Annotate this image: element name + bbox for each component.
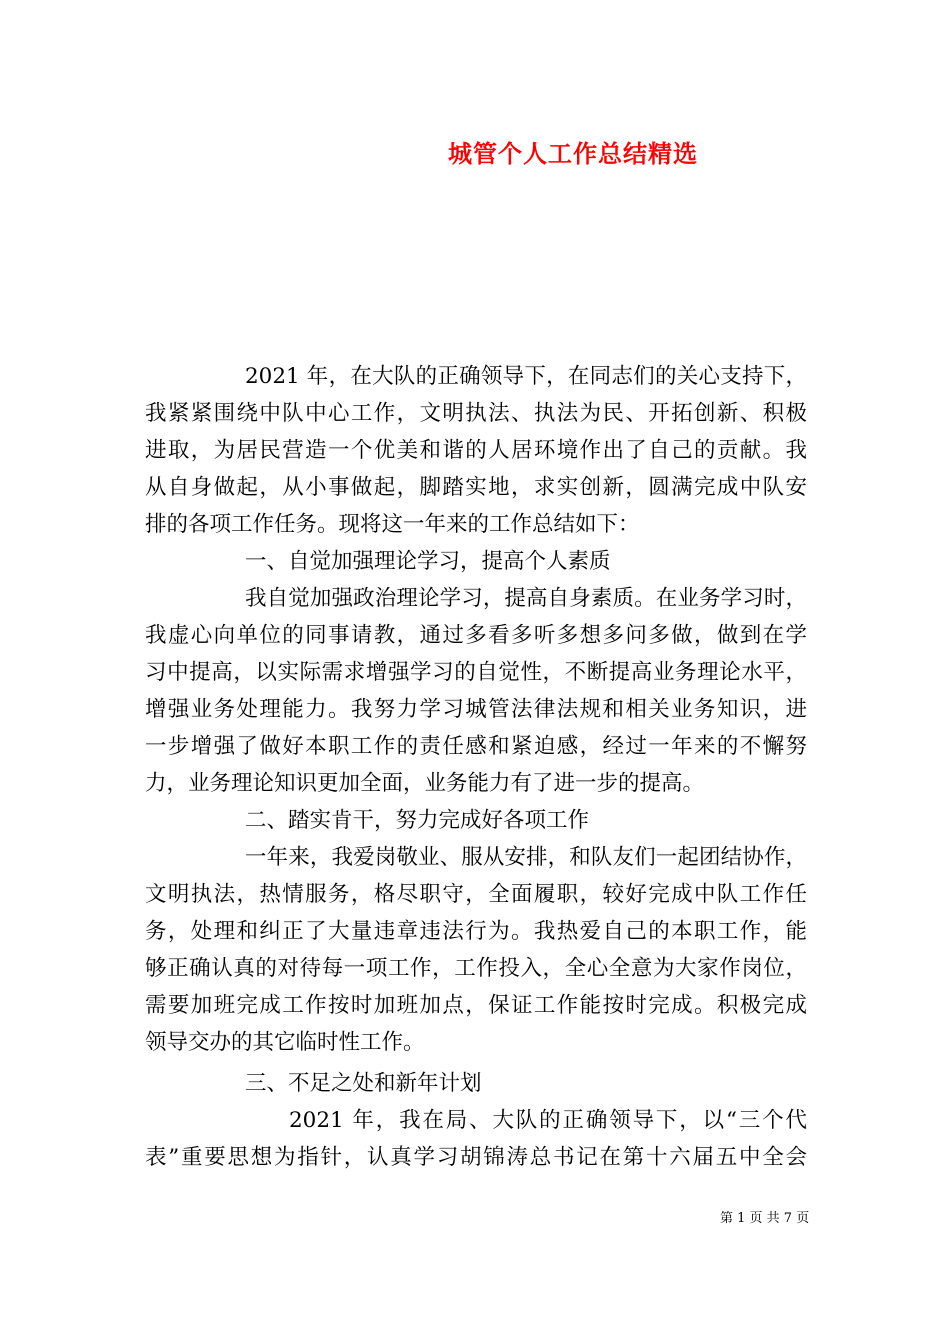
text-line: 一年来，我爱岗敬业、服从安排，和队友们一起团结协作， (245, 845, 807, 870)
text-line: 需要加班完成工作按时加班加点，保证工作能按时完成。积极完成 (145, 993, 807, 1018)
text-line: 一步增强了做好本职工作的责任感和紧迫感，经过一年来的不懈努 (145, 734, 807, 759)
text-line: 我自觉加强政治理论学习，提高自身素质。在业务学习时， (245, 586, 807, 611)
text-line: 我紧紧围绕中队中心工作，文明执法、执法为民、开拓创新、积极 (145, 401, 807, 426)
text-line: 务，处理和纠正了大量违章违法行为。我热爱自己的本职工作，能 (145, 919, 807, 944)
text-line: 够正确认真的对待每一项工作，工作投入，全心全意为大家作岗位， (145, 956, 807, 981)
document-body (145, 358, 807, 1176)
paragraph-plan (145, 1102, 807, 1176)
text-line: 领导交办的其它临时性工作。 (145, 1030, 425, 1055)
text-line: 力，业务理论知识更加全面，业务能力有了进一步的提高。 (145, 771, 705, 796)
text-line: 2021 年，我在局、大队的正确领导下，以“三个代 (289, 1108, 807, 1133)
section-heading-3: 三、不足之处和新年计划 (245, 1071, 482, 1096)
text-line: 排的各项工作任务。现将这一年来的工作总结如下： (145, 512, 640, 537)
document-title: 城管个人工作总结精选 (448, 139, 698, 168)
paragraph-work (145, 839, 807, 1061)
section-heading-2: 二、踏实肯干，努力完成好各项工作 (245, 808, 590, 833)
section-heading-1: 一、自觉加强理论学习，提高个人素质 (245, 549, 611, 574)
text-line: 增强业务处理能力。我努力学习城管法律法规和相关业务知识，进 (145, 697, 807, 722)
text-line: 2021 年，在大队的正确领导下，在同志们的关心支持下， (245, 364, 807, 389)
paragraph-intro (145, 358, 807, 543)
text-line: 表”重要思想为指针，认真学习胡锦涛总书记在第十六届五中全会 (145, 1145, 807, 1170)
paragraph-study (145, 580, 807, 802)
text-line: 从自身做起，从小事做起，脚踏实地，求实创新，圆满完成中队安 (145, 475, 807, 500)
text-line: 文明执法，热情服务，格尽职守，全面履职，较好完成中队工作任 (145, 882, 807, 907)
page-number: 第 1 页 共 7 页 (720, 1211, 810, 1226)
text-line: 习中提高，以实际需求增强学习的自觉性，不断提高业务理论水平， (145, 660, 807, 685)
text-line: 进取，为居民营造一个优美和谐的人居环境作出了自己的贡献。我 (145, 438, 807, 463)
text-line: 我虚心向单位的同事请教，通过多看多听多想多问多做，做到在学 (145, 623, 807, 648)
